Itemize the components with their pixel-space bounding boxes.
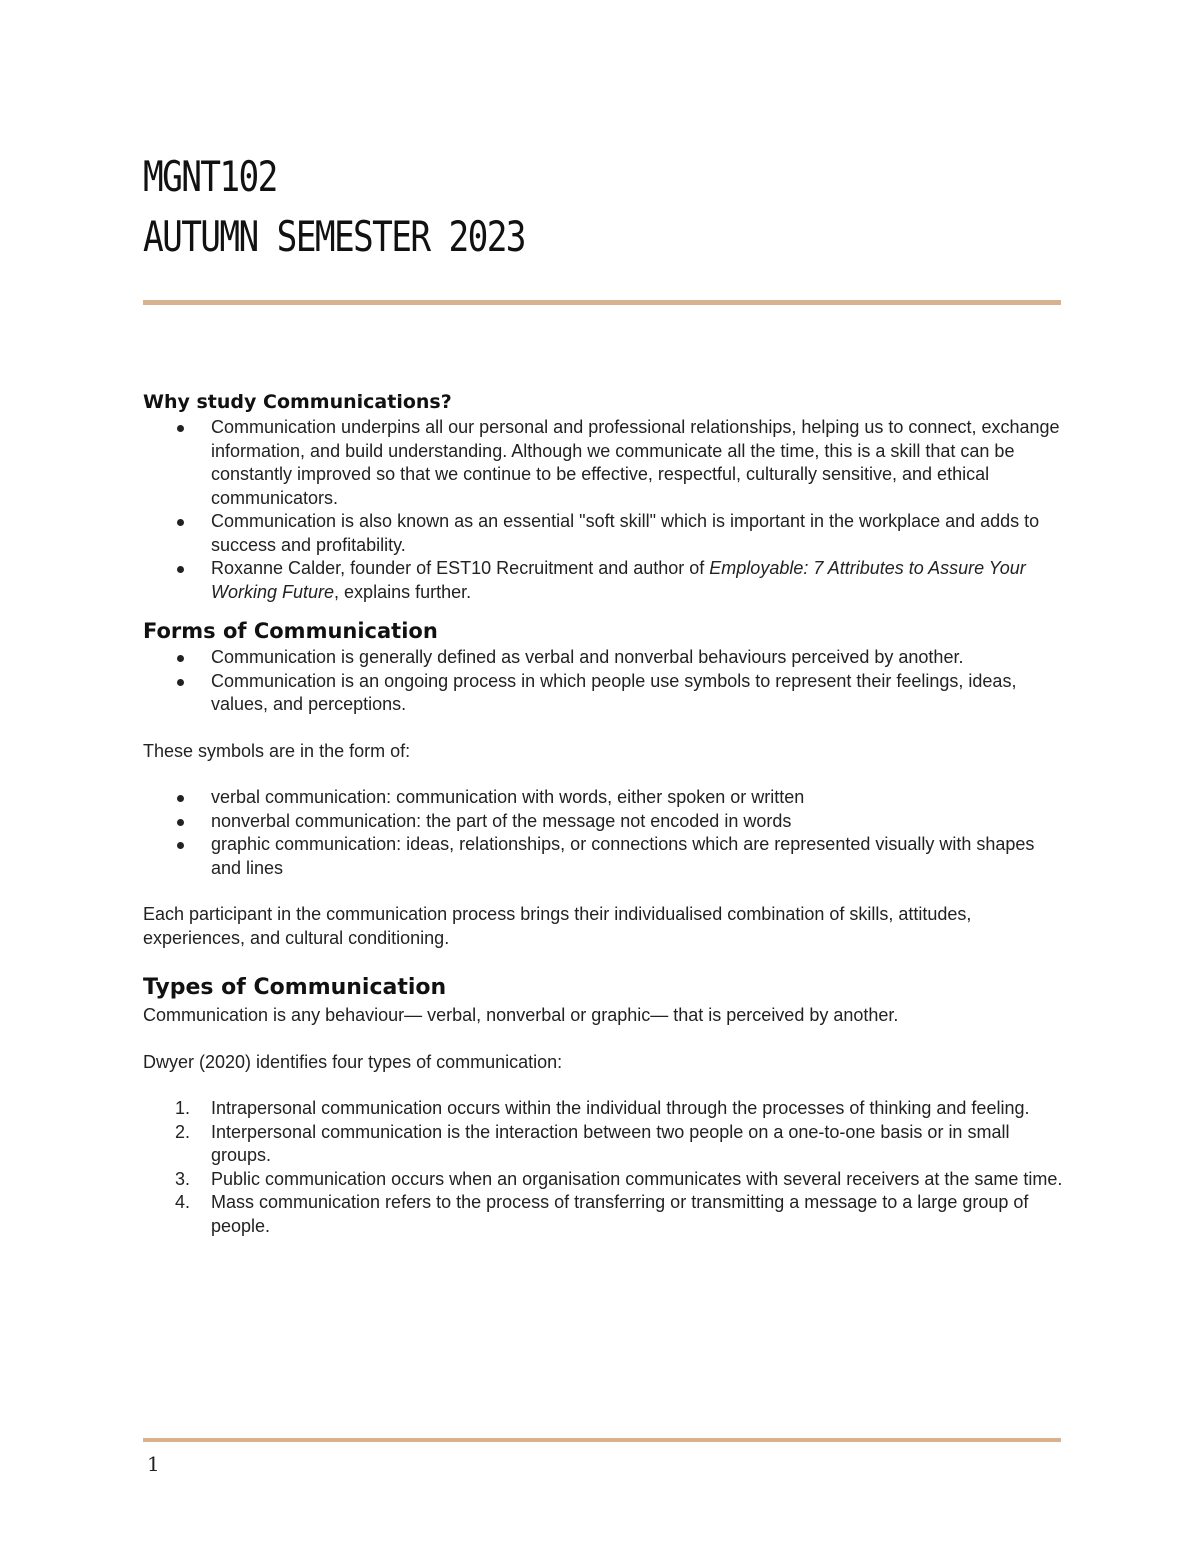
list-number: 1. — [175, 1098, 191, 1118]
list-item: Communication is generally defined as verbal and nonverbal behaviours perceived by another. — [143, 646, 1068, 670]
symbols-list — [143, 786, 1068, 880]
forms-closing-paragraph: Each participant in the communication process brings their individualised combination of skills, attitudes, experiences, and cultural conditioning. — [143, 904, 972, 948]
section-heading-why-study: Why study Communications? — [143, 391, 452, 413]
page-number: 1 — [147, 1452, 160, 1476]
list-item: graphic communication: ideas, relationships, or connections which are represented visually with shapes and lines — [143, 833, 1068, 880]
list-item: Communication is also known as an essential "soft skill" which is important in the workplace and adds to success and profitability. — [143, 510, 1068, 557]
citation-text-after: , explains further. — [334, 581, 472, 602]
types-definition: Communication is any behaviour— verbal, nonverbal or graphic— that is perceived by another. — [143, 1005, 899, 1025]
types-intro: Dwyer (2020) identifies four types of communication: — [143, 1051, 563, 1072]
list-number: 3. — [175, 1168, 191, 1189]
list-item: Communication is an ongoing process in which people use symbols to represent their feelings, ideas, values, and perceptions. — [143, 670, 1068, 717]
list-number: 4. — [175, 1192, 191, 1212]
footer-divider — [143, 1438, 1061, 1442]
symbols-intro: These symbols are in the form of: — [143, 740, 411, 761]
list-item — [143, 557, 1068, 604]
list-item: verbal communication: communication with words, either spoken or written — [143, 786, 1068, 810]
list-item: Communication underpins all our personal and professional relationships, helping us to connect, exchange information, and build understanding. Although we communicate all the time, this is a skill that can be constantly improved so that we continue to be effective, respectful, culturally sensitive, and ethical communicators. — [143, 416, 1068, 510]
list-text: Interpersonal communication is the interaction between two people on a one-to-one basis or in small groups. — [211, 1121, 1010, 1165]
course-code: MGNT102 — [143, 152, 277, 201]
list-item — [143, 1121, 1068, 1168]
types-list — [143, 1097, 1068, 1238]
section-heading-forms: Forms of Communication — [143, 619, 438, 643]
book-title: Employable: 7 Attributes to Assure Your Working Future — [211, 558, 1026, 602]
list-item — [143, 1191, 1068, 1238]
list-item — [143, 1168, 1068, 1192]
list-item — [143, 1097, 1068, 1121]
document-body — [143, 388, 1068, 1238]
list-text: Mass communication refers to the process of transferring or transmitting a message to a large group of people. — [211, 1192, 1029, 1236]
semester-title: AUTUMN SEMESTER 2023 — [143, 212, 525, 261]
why-study-list — [143, 416, 1068, 604]
forms-list — [143, 646, 1068, 717]
header-divider — [143, 300, 1061, 305]
list-item: nonverbal communication: the part of the message not encoded in words — [143, 810, 1068, 834]
list-number: 2. — [175, 1121, 191, 1142]
section-heading-types: Types of Communication — [143, 975, 447, 1000]
citation-text-before: Roxanne Calder, founder of EST10 Recruitment and author of — [211, 558, 710, 578]
title-block — [143, 148, 609, 268]
list-text: Public communication occurs when an organisation communicates with several receivers at the same time. — [211, 1168, 1063, 1189]
list-text: Intrapersonal communication occurs within the individual through the processes of thinking and feeling. — [211, 1098, 1030, 1118]
